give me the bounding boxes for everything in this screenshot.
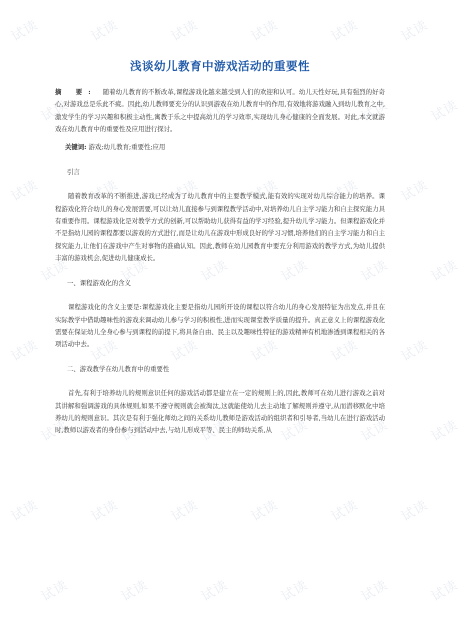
watermark-text: 试读 (39, 257, 71, 285)
watermark-text: 试读 (279, 97, 311, 125)
watermark-text: 试读 (199, 577, 231, 605)
watermark-text: 试读 (429, 577, 461, 605)
keywords-label: 关键词: (65, 143, 87, 152)
section-1-heading: 一、课程游戏化的含义 (67, 279, 131, 288)
watermark-text: 试读 (89, 337, 121, 365)
watermark-text: 试读 (249, 337, 281, 365)
watermark-text: 试读 (249, 497, 281, 525)
watermark-text: 试读 (39, 97, 71, 125)
watermark-text: 试读 (119, 577, 151, 605)
watermark-text: 试读 (279, 257, 311, 285)
watermark-text: 试读 (399, 337, 431, 365)
watermark-text: 试读 (39, 577, 71, 605)
watermark-text: 试读 (9, 17, 41, 45)
keywords (65, 141, 385, 153)
watermark-text: 试读 (199, 257, 231, 285)
watermark-text: 试读 (89, 497, 121, 525)
watermark-text: 试读 (169, 177, 201, 205)
watermark-text: 试读 (399, 17, 431, 45)
keywords-text: 游戏;幼儿教育;重要性;应用 (88, 143, 166, 152)
watermark-text: 试读 (199, 97, 231, 125)
document-page (55, 46, 385, 437)
intro-heading: 引言 (67, 168, 80, 177)
watermark-text: 试读 (329, 177, 361, 205)
watermark-text: 试读 (429, 97, 461, 125)
section-1-paragraph: 课程游戏化的含义主要是:课程游戏化主要是指幼儿园所开设的课程以符合幼儿的身心发展特征为出发点,并且在实际教学中借助趣味性的游戏来调动幼儿参与学习的积极性,进而实现课堂教学质量的提升。真正意义上的课程游戏化需要在保证幼儿全身心参与到课程的前提下,将具备自由、民主以及趣味性特征的游戏精神有机地渗透到课程相关的各项活动中去。 (55, 303, 385, 349)
article-title: 浅谈幼儿教育中游戏活动的重要性 (130, 59, 310, 73)
watermark-text: 试读 (89, 17, 121, 45)
watermark-text: 试读 (9, 497, 41, 525)
watermark-text: 试读 (9, 177, 41, 205)
intro-paragraph: 随着教育改革的不断推进,游戏已经成为了幼儿教育中的主要教学模式,能有效的实现对幼儿综合能力的培养。课程游戏化符合幼儿的身心发展需要,可以让幼儿直接参与到课程教学活动中,对培养幼儿自主学习能力和自主探究能力具有重要作用。课程游戏化是对教学方式的创新,可以帮助幼儿获得有益的学习经验,提升幼儿学习能力。但课程游戏化并不是指幼儿园的课程都要以游戏的方式进行,而是让幼儿在游戏中形成良好的学习习惯,培养他们的自主学习能力和自主探究能力,让他们在游戏中产生对事物的准确认知。因此,教师在幼儿园教育中要充分利用游戏的教学方式,为幼儿提供丰富的游戏机会,促进幼儿健康成长。 (55, 192, 385, 262)
watermark-text: 试读 (329, 337, 361, 365)
watermark-text: 试读 (399, 177, 431, 205)
watermark-text: 试读 (279, 577, 311, 605)
watermark-text: 试读 (249, 17, 281, 45)
watermark-text: 试读 (169, 337, 201, 365)
watermark-text: 试读 (39, 417, 71, 445)
watermark-text: 试读 (329, 497, 361, 525)
abstract (55, 86, 385, 135)
watermark-text: 试读 (169, 497, 201, 525)
abstract-label: 摘 要: (55, 88, 97, 96)
watermark-text: 试读 (249, 177, 281, 205)
watermark-text: 试读 (119, 417, 151, 445)
watermark-text: 试读 (199, 417, 231, 445)
watermark-text: 试读 (169, 17, 201, 45)
watermark-text: 试读 (359, 577, 391, 605)
watermark-text: 试读 (359, 257, 391, 285)
watermark-text: 试读 (429, 417, 461, 445)
watermark-text: 试读 (89, 177, 121, 205)
watermark-text: 试读 (119, 257, 151, 285)
watermark-text: 试读 (279, 417, 311, 445)
section-2-paragraph: 首先,有利于培养幼儿的规则意识任何的游戏活动都是建立在一定的规则上的,因此,教师可在幼儿进行游戏之前对其讲解和强调游戏的具体规则,如果不遵守规则就会被淘汰,这就能使幼儿去主动地了解规则并遵守,从而潜移默化中培养幼儿的规则意识。其次是有利于强化师幼之间的关系幼儿教师是游戏活动的组织者和引导者,当幼儿在进行游戏活动时,教师以游戏者的身份参与到活动中去,与幼儿形成平等、民主的师幼关系,从 (55, 389, 385, 435)
abstract-text: 随着幼儿教育的不断改革,课程游戏化越来越受到人们的欢迎和认可。幼儿天性好玩,具有强烈的好奇心,对游戏总是乐此不疲。因此,幼儿教师要充分的认识到游戏在幼儿教育中的作用,有效地将游戏融入到幼儿教育之中,激发学生的学习兴趣和积极主动性,寓教于乐之中提高幼儿的学习效率,实现幼儿身心健康的全面发展。对此,本文就游戏在幼儿教育中的重要性及应用进行探讨。 (55, 88, 385, 133)
watermark-text: 试读 (329, 17, 361, 45)
watermark-text: 试读 (119, 97, 151, 125)
watermark-text: 试读 (399, 497, 431, 525)
watermark-text: 试读 (359, 417, 391, 445)
watermark-text: 试读 (9, 337, 41, 365)
watermark-text: 试读 (429, 257, 461, 285)
section-2-heading: 二、游戏教学在幼儿教育中的重要性 (67, 365, 170, 374)
watermark-text: 试读 (359, 97, 391, 125)
